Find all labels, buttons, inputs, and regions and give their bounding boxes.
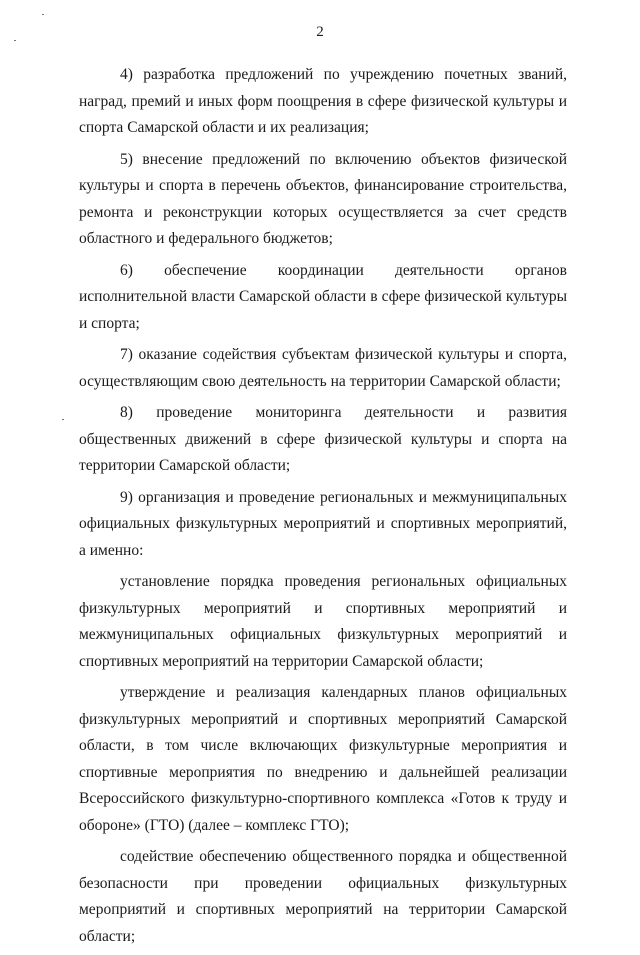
list-item-8-monitoring: 8) проведение мониторинга деятельности и развития общественных движений в сфере физической культуры и спорта на территории Самарской области; bbox=[79, 404, 567, 474]
list-item-4-honors: 4) разработка предложений по учреждению почетных званий, наград, премий и иных форм поощрения в сфере физической культуры и спорта Самарской области и их реализация; bbox=[79, 66, 567, 136]
sub-item-event-procedure: установление порядка проведения региональных официальных физкультурных мероприятий и спортивных мероприятий и межмуниципальных официальных физкультурных мероприятий и спортивных мероприятий на территории Самарской области; bbox=[79, 573, 567, 670]
document-body bbox=[79, 62, 567, 955]
scan-speck bbox=[62, 419, 64, 420]
sub-item-calendar-plans: утверждение и реализация календарных планов официальных физкультурных мероприятий и спортивных мероприятий Самарской области, в том числе включающих физкультурные мероприятия и спортивные мероприятия по внедрению и дальнейшей реализации Всероссийского физкультурно-спортивного комплекса «Готов к труду и обороне» (ГТО) (далее – комплекс ГТО); bbox=[79, 684, 567, 834]
list-item-7-assistance: 7) оказание содействия субъектам физической культуры и спорта, осуществляющим свою деятельность на территории Самарской области; bbox=[79, 346, 567, 390]
list-item-5-facilities: 5) внесение предложений по включению объектов физической культуры и спорта в перечень объектов, финансирование строительства, ремонта и реконструкции которых осуществляется за счет средств областного и федерального бюджетов; bbox=[79, 150, 567, 247]
sub-item-public-order: содействие обеспечению общественного порядка и общественной безопасности при проведении официальных физкультурных мероприятий и спортивных мероприятий на территории Самарской области; bbox=[79, 848, 567, 945]
list-item-6-coordination: 6) обеспечение координации деятельности органов исполнительной власти Самарской области в сфере физической культуры и спорта; bbox=[79, 261, 567, 332]
page-number: 2 bbox=[316, 24, 324, 40]
scan-speck bbox=[42, 14, 44, 15]
list-item-9-events: 9) организация и проведение региональных и межмуниципальных официальных физкультурных мероприятий и спортивных мероприятий, а именно: bbox=[79, 488, 567, 559]
